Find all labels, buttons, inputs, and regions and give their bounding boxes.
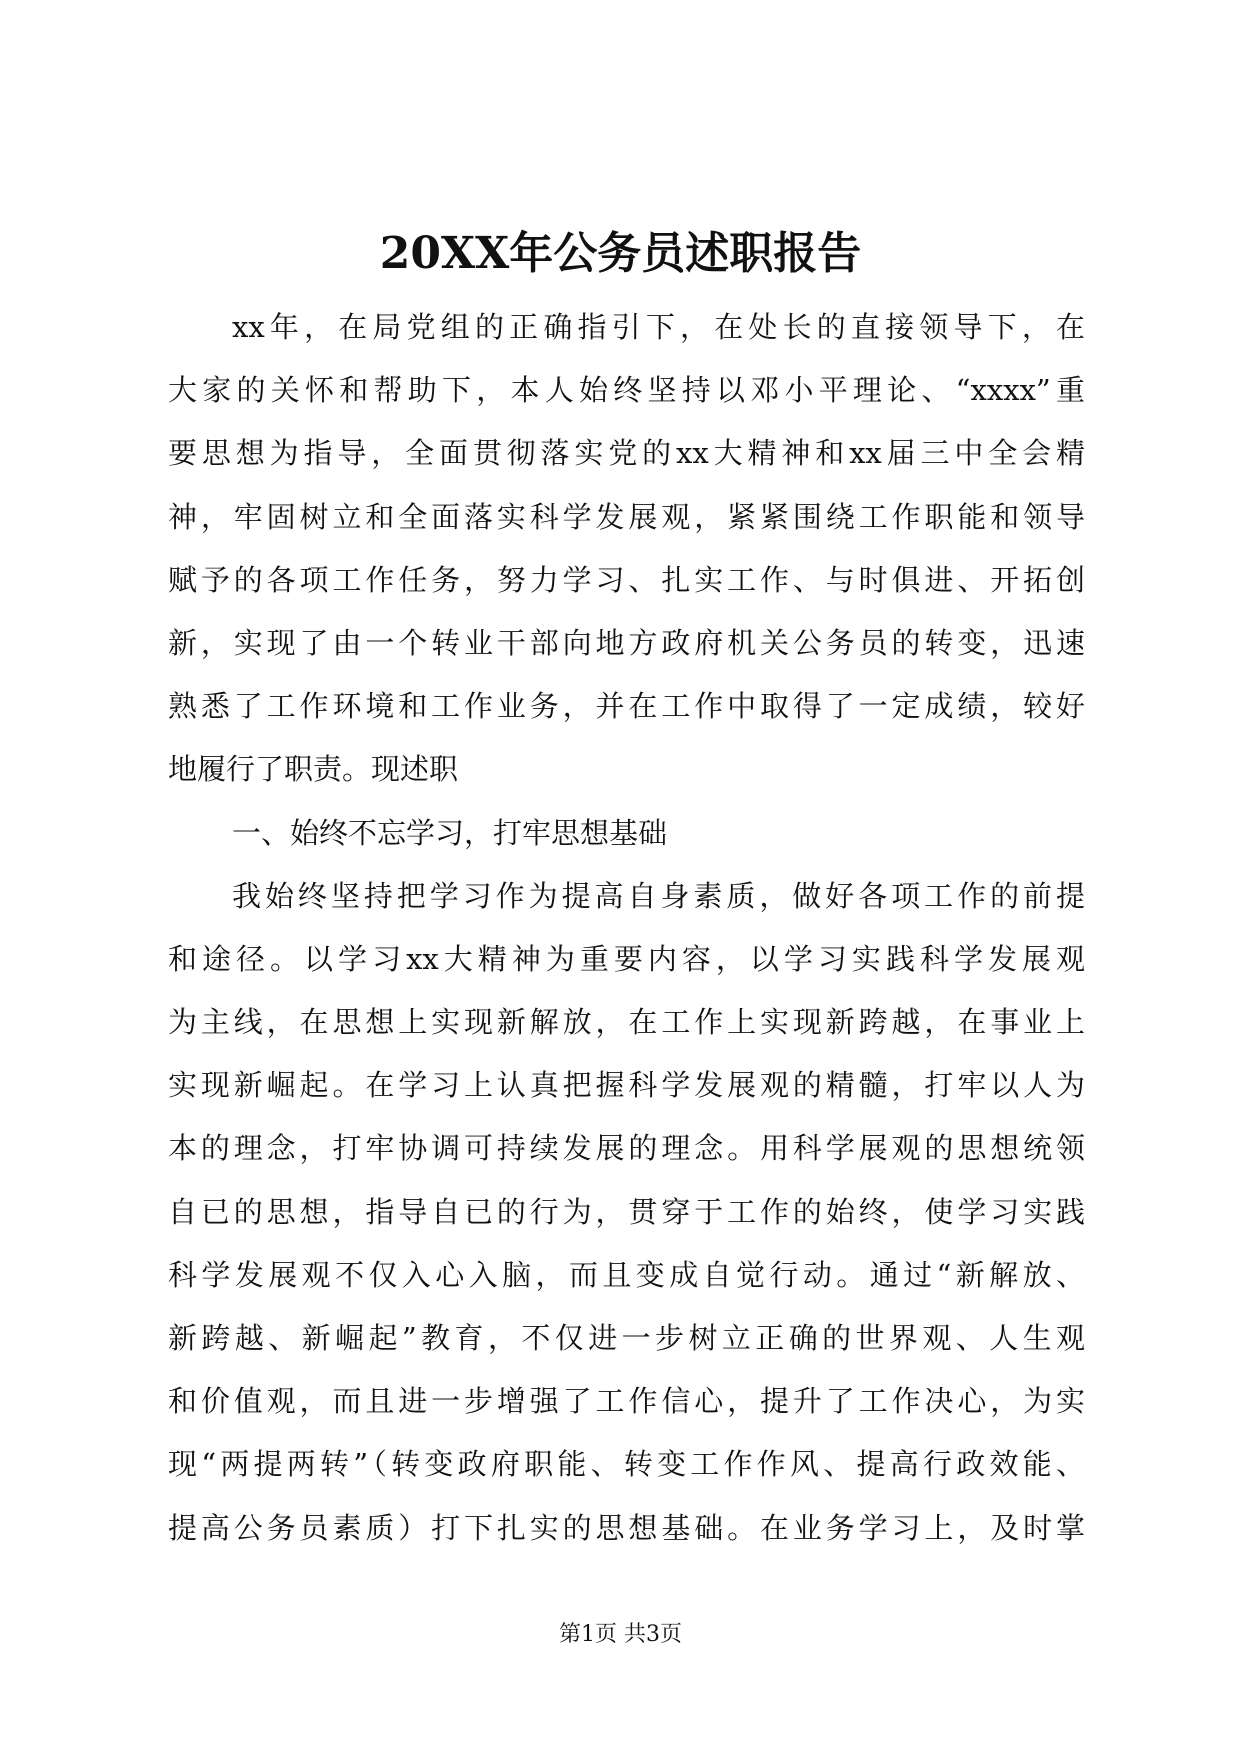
text-line: xx年，在局党组的正确指引下，在处长的直接领导下，在 — [232, 310, 1085, 344]
text-line: 为主线，在思想上实现新解放，在工作上实现新跨越，在事业上 — [168, 1005, 1085, 1040]
text-line: 大家的关怀和帮助下，本人始终坚持以邓小平理论、“xxxx”重 — [168, 373, 1085, 408]
text-line: 科学发展观不仅入心入脑，而且变成自觉行动。通过“新解放、 — [168, 1257, 1085, 1292]
text-line: 和价值观，而且进一步增强了工作信心，提升了工作决心，为实 — [168, 1384, 1085, 1419]
document-body — [168, 296, 1085, 1560]
text-line: 实现新崛起。在学习上认真把握科学发展观的精髓，打牢以人为 — [168, 1068, 1085, 1103]
text-line: 现“两提两转”（转变政府职能、转变工作作风、提高行政效能、 — [168, 1447, 1085, 1482]
text-line: 提高公务员素质）打下扎实的思想基础。在业务学习上，及时掌 — [168, 1510, 1085, 1545]
text-line: 新，实现了由一个转业干部向地方政府机关公务员的转变，迅速 — [168, 625, 1085, 660]
text-line: 赋予的各项工作任务，努力学习、扎实工作、与时俱进、开拓创 — [168, 562, 1085, 597]
text-line: 神，牢固树立和全面落实科学发展观，紧紧围绕工作职能和领导 — [168, 499, 1085, 534]
text-line: 新跨越、新崛起”教育，不仅进一步树立正确的世界观、人生观 — [168, 1321, 1085, 1355]
text-line: 要思想为指导，全面贯彻落实党的xx大精神和xx届三中全会精 — [168, 436, 1085, 471]
text-line: 和途径。以学习xx大精神为重要内容，以学习实践科学发展观 — [168, 941, 1085, 976]
text-line: 我始终坚持把学习作为提高自身素质，做好各项工作的前提 — [232, 878, 1085, 913]
text-line: 一、始终不忘学习，打牢思想基础 — [232, 815, 668, 850]
text-line: 熟悉了工作环境和工作业务，并在工作中取得了一定成绩，较好 — [168, 689, 1085, 724]
text-line: 自已的思想，指导自已的行为，贯穿于工作的始终，使学习实践 — [168, 1194, 1085, 1229]
text-line: 地履行了职责。现述职 — [168, 752, 459, 787]
page-footer: 第1页 共3页 — [559, 1622, 682, 1647]
text-line: 本的理念，打牢协调可持续发展的理念。用科学展观的思想统领 — [168, 1131, 1085, 1166]
document-title: 20XX年公务员述职报告 — [379, 228, 862, 279]
